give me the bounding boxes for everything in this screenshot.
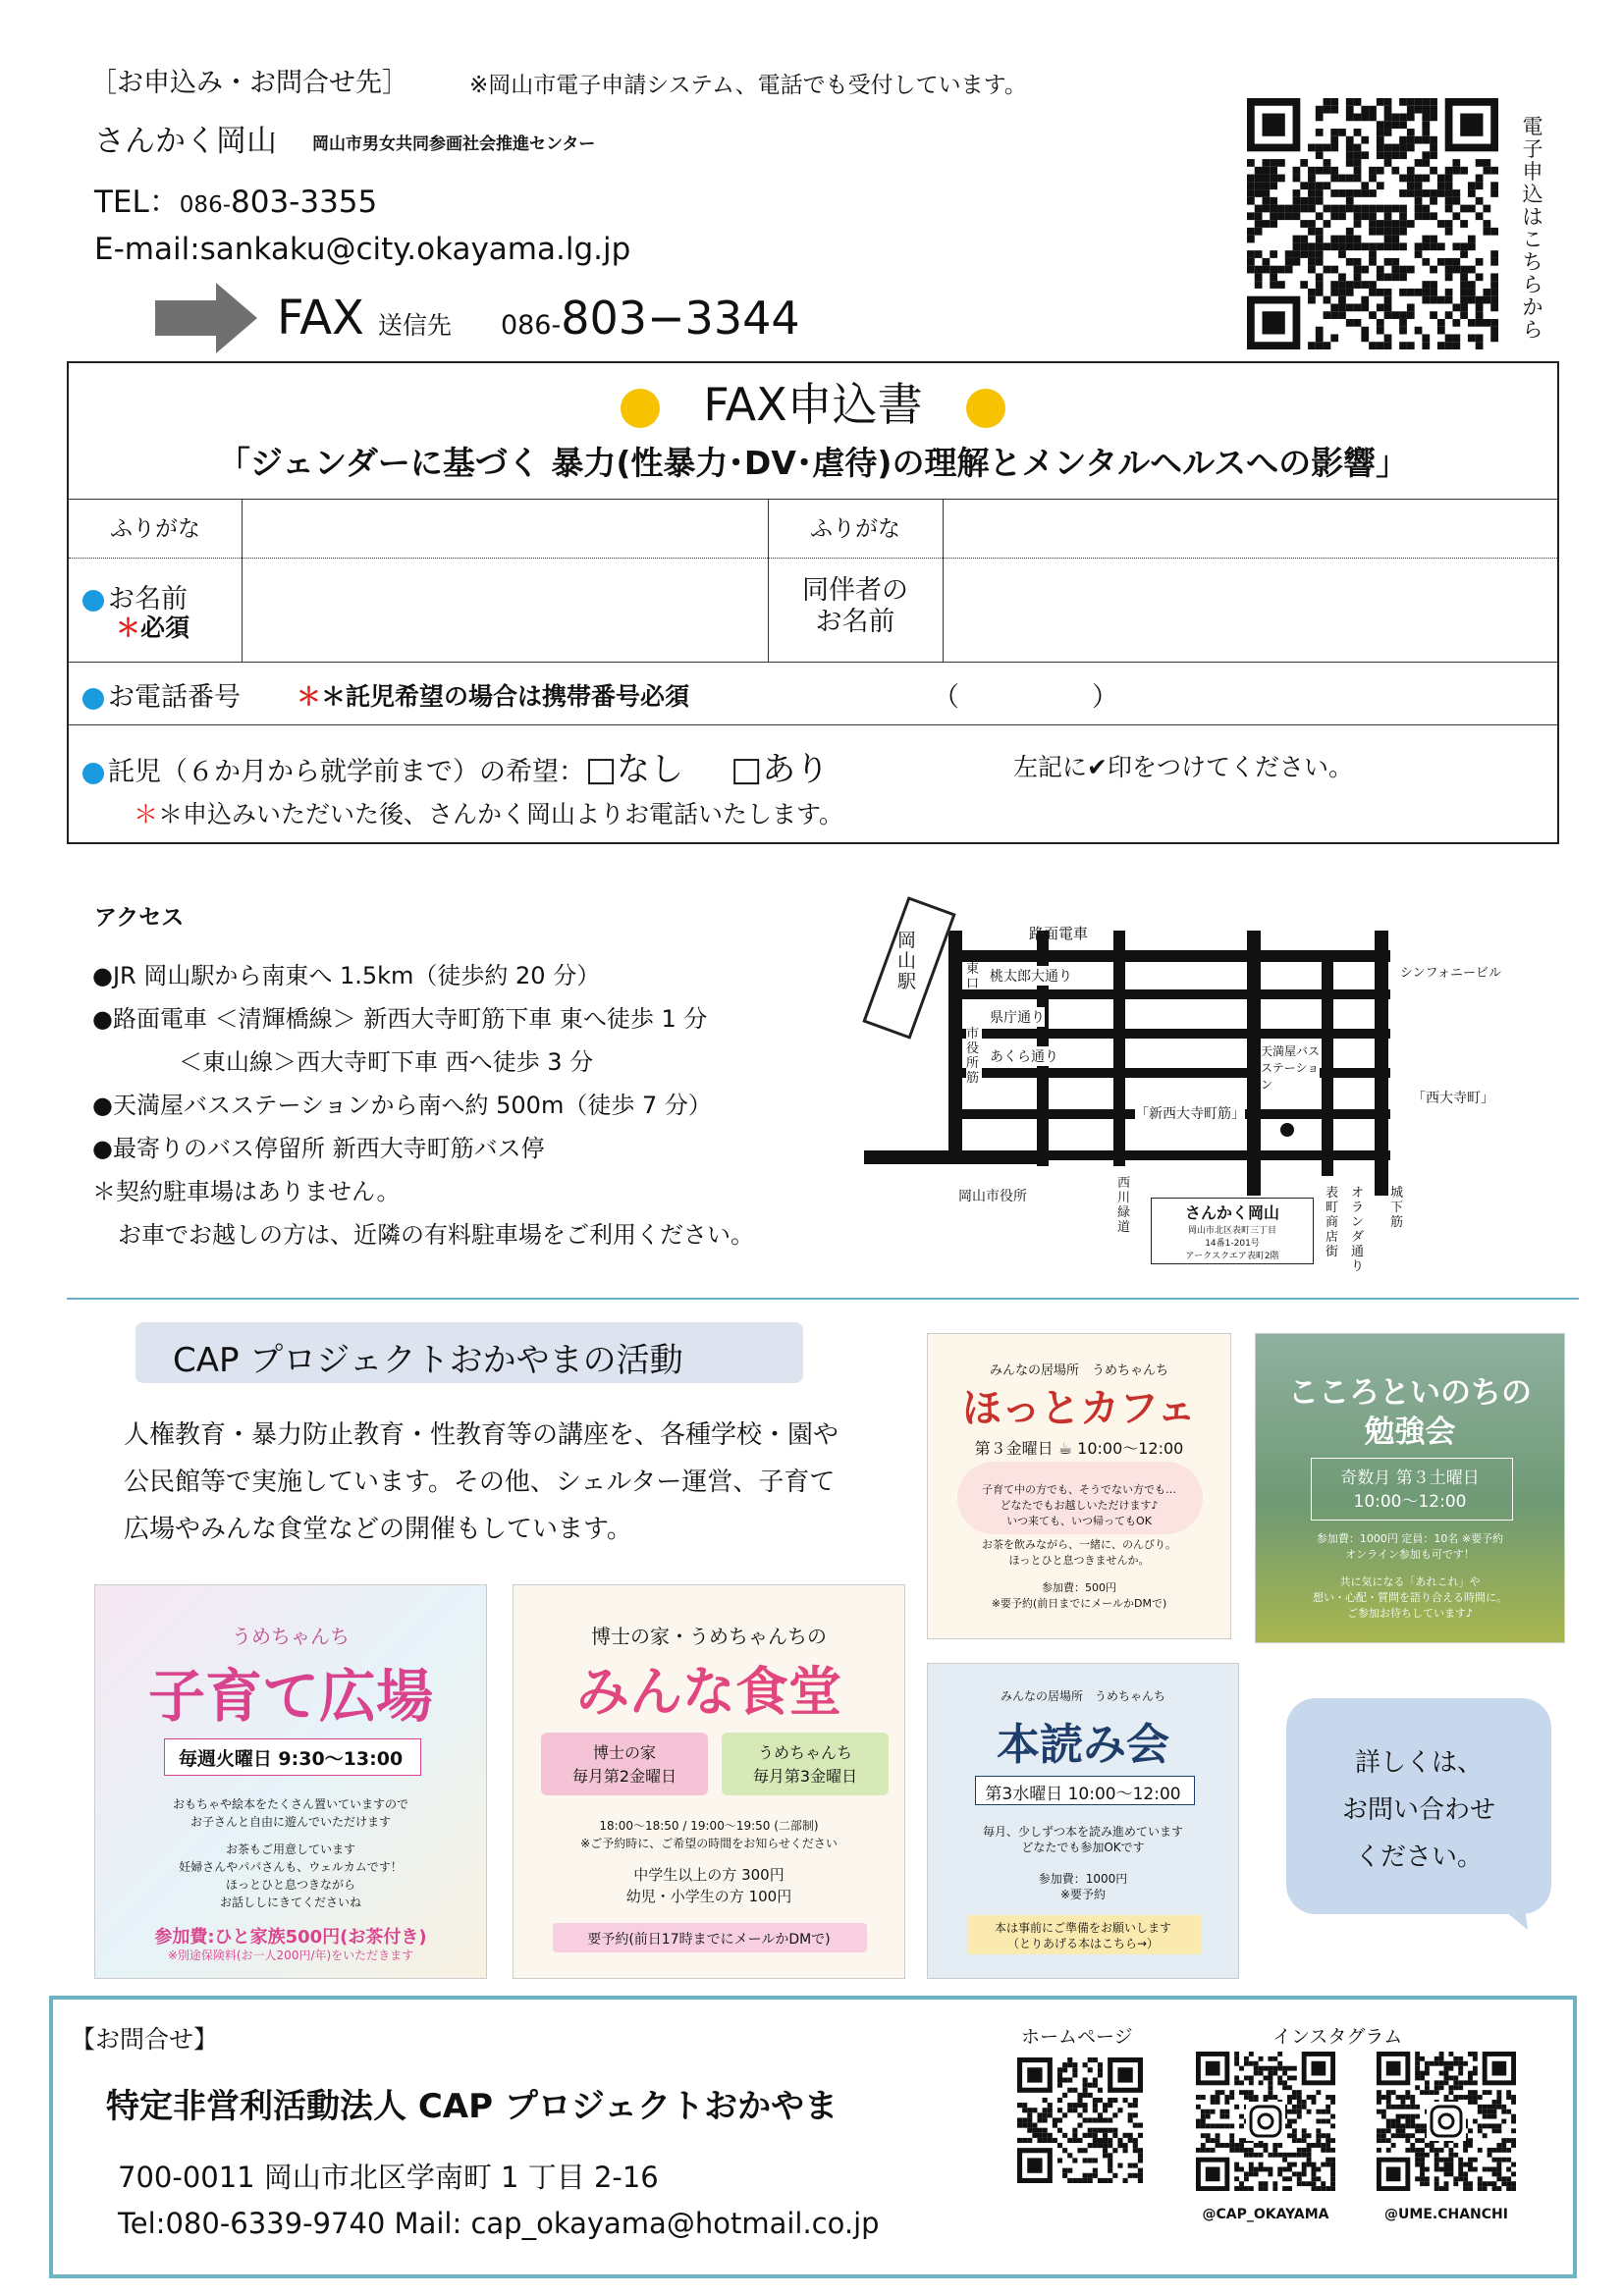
card-sched: 奇数月 第３土曜日 [1340,1468,1480,1488]
contact-note: ※岡山市電子申請システム、電話でも受付しています。 [469,73,1027,98]
map-cityhall-st: 市役所筋 [966,1027,982,1086]
card-top: みんなの居場所 うめちゃんち [1000,1689,1165,1703]
card-rsv: 要予約(前日17時までにメールかDMで) [587,1932,831,1948]
card-line: 18:00〜18:50 / 19:00〜19:50 (二部制) [599,1819,819,1833]
card-line: ※ご予約時に、ご希望の時間をお知らせください [580,1837,838,1850]
card-line: 想い・心配・質問を語り合える時間に。 [1313,1591,1507,1604]
card-fee: 参加費:ひと家族500円(お茶付き) [154,1927,427,1948]
yellow-dot-icon [621,389,660,428]
footer-contact[interactable]: Tel:080-6339-9740 Mail: cap_okayama@hotmail.co.jp [118,2207,880,2240]
card-fee: 参加費：500円 [1042,1581,1116,1594]
card-line: お話ししにきてくださいね [219,1896,361,1909]
card-line: （とりあげる本はこちら→） [1006,1937,1160,1950]
instagram-handle-1: @CAP_OKAYAMA [1202,2207,1329,2222]
card-price: 中学生以上の方 300円 [633,1866,784,1884]
hotcafe-card[interactable] [927,1333,1231,1639]
card-line: 毎月、少しずつ本を読み進めています [982,1825,1183,1839]
yellow-dot-icon [966,389,1005,428]
map-nishigawa: 西川緑道 [1117,1176,1131,1235]
card-rsv: ※要予約(前日までにメールかDMで) [991,1597,1167,1610]
contact-header: ［お申込み・お問合せ先］ [90,68,408,98]
card-line: 妊婦さんやパパさんも、ウェルカムです！ [179,1860,403,1874]
bubble-tail-icon [1473,1885,1532,1934]
card-line: いつ来ても、いつ帰ってもOK [1006,1515,1152,1527]
org-name: さんかく岡山 [94,124,277,159]
access-line: ●最寄りのバス停留所 新西大寺町筋バス停 [92,1135,545,1162]
card-line: 博士の家 [592,1743,656,1762]
cap-body [124,1412,839,1553]
card-line: どなたでも参加OKです [1021,1841,1145,1854]
card-top: 博士の家・うめちゃんちの [591,1625,827,1648]
access-line: ＜東山線＞西大寺町下車 西へ徒歩 3 分 [179,1048,594,1076]
map-dest-addr: アークスクエア表町2階 [1185,1252,1279,1261]
bubble-line: お問い合わせ [1341,1795,1495,1825]
homepage-label: ホームページ [1021,2026,1133,2048]
map-dest-addr: 岡山市北区表町三丁目 [1187,1226,1276,1236]
required-label: 必須 [140,614,190,642]
fax-number: 803−3344 [561,292,800,345]
blue-dot-icon [82,590,104,612]
card-line: ※別途保険料(お一人200円/年)をいただきます [167,1949,414,1962]
name-input[interactable] [243,560,766,660]
card-line: 子育て中の方でも、そうでない方でも… [982,1483,1176,1496]
fax-prefix: 086- [500,310,562,341]
map-east-exit: 東口 [966,962,980,991]
phone-input[interactable]: （ ） [933,682,1118,713]
card-sched: 毎週火曜日 9:30〜13:00 [178,1748,404,1770]
bubble-line: ください。 [1354,1842,1483,1872]
card-rsv: ※要予約 [1059,1888,1107,1901]
card-line: お子さんと自由に遊んでいただけます [189,1815,391,1829]
fax-label: FAX [277,291,364,346]
map-pin-icon [1280,1123,1294,1137]
check-instruction: 左記に✔印をつけてください。 [1013,753,1353,781]
access-line: お車でお越しの方は、近隣の有料駐車場をご利用ください。 [118,1221,754,1249]
footer-address: 700-0011 岡山市北区学南町 1 丁目 2-16 [118,2161,659,2194]
card-line: ほっとひと息つきながら [225,1878,355,1892]
card-title: 本読み会 [997,1720,1169,1770]
required-row [116,609,189,644]
callback-note: ＊＊申込みいただいた後、さんかく岡山よりお電話いたします。 [134,800,844,828]
homepage-qr-icon[interactable] [1017,2057,1143,2183]
furigana-label: ふりがな [110,516,200,542]
arrow-right-icon [155,283,259,353]
access-line: ●JR 岡山駅から南東へ 1.5km（徒歩約 20 分） [92,962,601,989]
form-title-row [69,369,1557,434]
blue-dot-icon [82,688,104,710]
card-title: 子育て広場 [147,1663,433,1730]
card-top: うめちゃんち [232,1625,350,1648]
map-cityhall: 岡山市役所 [958,1189,1027,1204]
map-shiroshita: 城下筋 [1390,1186,1404,1230]
map-station: 岡山駅 [897,930,917,992]
qr-caption: 電子申込はこちらから [1522,115,1543,342]
card-line: ご参加お待ちしています♪ [1346,1607,1474,1620]
kosodate-card[interactable] [94,1584,487,1979]
map-dest-name: さんかく岡山 [1184,1203,1279,1222]
fax-line [277,291,800,346]
fax-application-form [67,361,1559,844]
card-line: オンライン参加も可です！ [1345,1548,1475,1561]
companion-name-input[interactable] [945,560,1559,660]
kokoro-card[interactable] [1255,1333,1565,1643]
instagram-handle-2: @UME.CHANCHI [1384,2207,1508,2222]
companion-furigana-label: ふりがな [810,516,900,542]
email-line[interactable]: E-mail:sankaku@city.okayama.lg.jp [94,232,631,267]
card-sched: 第３金曜日 ☕ 10:00〜12:00 [974,1439,1184,1458]
blue-dot-icon [82,763,104,784]
map-kencho: 県庁通り [990,1007,1045,1027]
instagram-qr-icon[interactable] [1377,2052,1516,2191]
fax-dest: 送信先 [377,311,452,340]
cap-body-line: 広場やみんな食堂などの開催もしています。 [124,1515,632,1544]
honyomi-card[interactable] [927,1663,1239,1979]
shokudo-card[interactable] [513,1584,905,1979]
access-line: ●天満屋バスステーションから南へ約 500m（徒歩 7 分） [92,1092,712,1119]
map-tram: 路面電車 [1029,925,1089,942]
instagram-qr-icon[interactable] [1196,2052,1335,2191]
card-price: 幼児・小学生の方 100円 [625,1888,792,1905]
card-line: おもちゃや絵本をたくさん置いていますので [172,1797,408,1811]
map-akara: あくら通り [990,1046,1058,1066]
card-line: お茶を飲みながら、一緒に、のんびり。 [982,1538,1176,1551]
card-title: みんな食堂 [576,1661,841,1723]
card-line: 毎月第2金曜日 [571,1767,677,1786]
companion-furigana-input[interactable] [945,501,1559,556]
card-line: 毎月第3金曜日 [752,1767,858,1786]
phone-label-row [82,675,241,714]
map-omotecho: 表町商店街 [1325,1186,1339,1259]
childcare-label: 託児（６か月から就学前まで）の希望： [108,757,585,787]
phone-note-text: ＊託児希望の場合は携帯番号必須 [321,682,690,711]
cap-body-line: 人権教育・暴力防止教育・性教育等の講座を、各種学校・園や [124,1420,839,1450]
childcare-yes-checkbox[interactable]: □あり [730,750,830,789]
org-subname: 岡山市男女共同参画社会推進センター [312,134,596,154]
map-saidaiji: 「西大寺町」 [1412,1091,1494,1106]
access-map [864,891,1532,1284]
card-line: どなたでもお越しいただけます♪ [1000,1499,1159,1512]
tel-number: 803-3355 [231,185,378,220]
map-destination [1151,1198,1314,1264]
map-symphony: シンフォニービル [1400,966,1502,981]
form-title: FAX申込書 [703,378,923,431]
cap-body-line: 公民館等で実施しています。その他、シェルター運営、子育て [124,1468,836,1497]
cap-title: CAP プロジェクトおかやまの活動 [173,1341,683,1380]
card-top: みんなの居場所 うめちゃんち [989,1363,1168,1378]
qr-code-icon[interactable] [1247,98,1498,349]
bubble-line: 詳しくは、 [1354,1748,1483,1778]
footer-org: 特定非営利活動法人 CAP プロジェクトおかやま [106,2087,839,2126]
card-line: 本は事前にご準備をお願いします [994,1921,1171,1935]
card-fee: 参加費：1000円 [1038,1872,1128,1886]
childcare-none-checkbox[interactable]: □なし [585,750,684,789]
instagram-label: インスタグラム [1272,2026,1403,2048]
map-dest-addr: 14番1-201号 [1205,1239,1260,1249]
bubble-text [1286,1739,1551,1881]
required-mark: ＊ [116,614,141,642]
companion-name-label: 同伴者の お名前 [802,575,908,637]
name-label: お名前 [108,584,188,614]
card-title: 勉強会 [1364,1415,1456,1450]
phone-label: お電話番号 [108,682,241,713]
map-tenmaya: 天満屋バスステーション [1261,1044,1321,1092]
phone-note: ＊＊託児希望の場合は携帯番号必須 [297,682,690,711]
form-subtitle: 「ジェンダーに基づく 暴力(性暴力･DV･虐待)の理解とメンタルヘルスへの影響」 [217,444,1409,482]
access-title: アクセス [94,905,185,931]
furigana-input[interactable] [243,501,766,556]
map-shinsaidaiji: 「新西大寺町筋」 [1135,1103,1245,1123]
callback-note-text: ＊申込みいただいた後、さんかく岡山よりお電話いたします。 [158,800,844,828]
access-line: ＊契約駐車場はありません。 [92,1178,401,1205]
section-divider [67,1298,1579,1300]
card-title: こころといのちの [1288,1375,1532,1411]
card-line: ほっとひと息つきませんか。 [1008,1554,1150,1567]
tel-prefix: 086- [179,192,231,218]
access-list [92,954,754,1256]
card-fee: 参加費：1000円 定員：10名 ※要予約 [1316,1532,1504,1545]
card-title: ほっとカフェ [962,1386,1196,1431]
card-line: うめちゃんち [757,1743,852,1762]
childcare-row [82,742,829,790]
access-line: ●路面電車 ＜清輝橋線＞ 新西大寺町筋下車 東へ徒歩 1 分 [92,1005,708,1033]
card-sched: 10:00〜12:00 [1353,1492,1467,1512]
map-orange: オランダ通り [1351,1186,1365,1274]
card-line: 共に気になる「あれこれ」や [1339,1575,1481,1588]
card-line: お茶もご用意しています [225,1842,355,1856]
card-sched: 第3水曜日 10:00〜12:00 [985,1785,1181,1804]
tel-line [94,177,377,221]
map-momotaro: 桃太郎大通り [990,966,1072,986]
footer-label: 【お問合せ】 [71,2025,219,2054]
tel-label: TEL： [94,185,180,220]
